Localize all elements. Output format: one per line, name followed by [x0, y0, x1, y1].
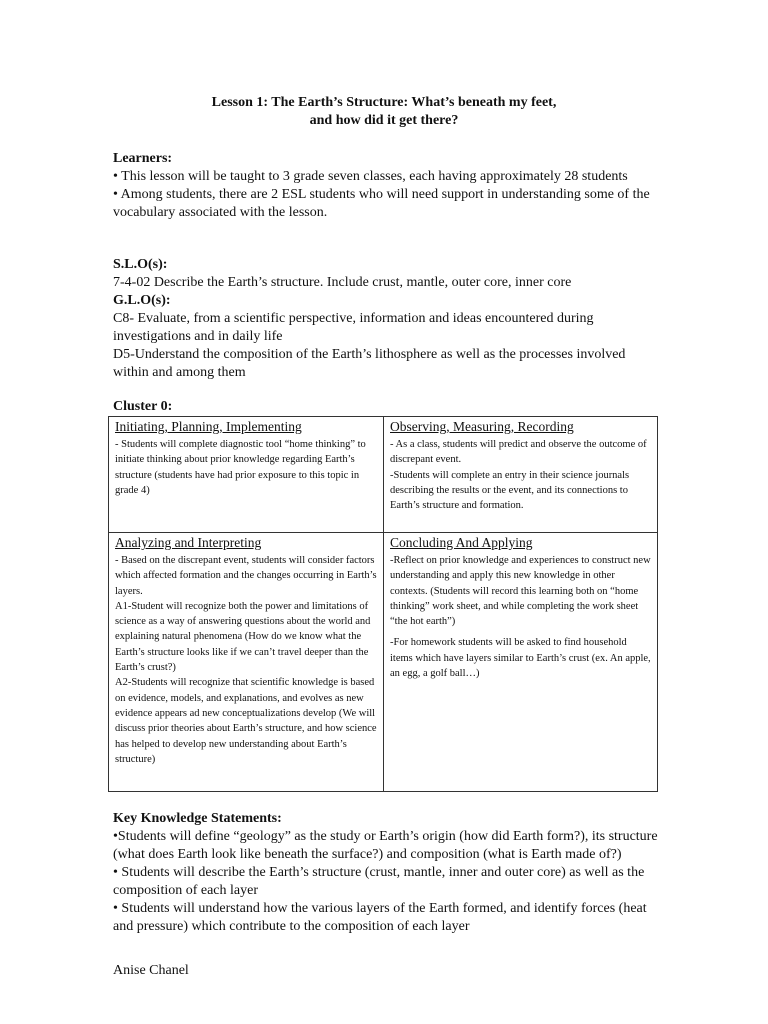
- cell-paragraph: A2-Students will recognize that scientific knowledge is based on evidence, models, and explanations, and evolves as new evidence appears ad new conceptualizations develop (We will discuss prior theories about Earth’s structure, and how science has helped to develop new understanding about Earth’s structure): [115, 677, 377, 765]
- cell-heading: Observing, Measuring, Recording: [390, 419, 574, 434]
- table-cell-analyzing: [109, 533, 383, 767]
- slo-heading: S.L.O(s):: [113, 257, 168, 272]
- glo-item: C8- Evaluate, from a scientific perspective, information and ideas encountered during investigations and in daily life: [113, 311, 594, 344]
- cell-paragraph: - As a class, students will predict and observe the outcome of discrepant event.: [390, 439, 647, 466]
- key-knowledge-item: • Students will understand how the various layers of the Earth formed, and identify forces (heat and pressure) which contribute to the composition of each layer: [113, 901, 647, 934]
- cluster-table: [108, 416, 658, 792]
- cell-heading: Concluding And Applying: [390, 535, 533, 550]
- cell-paragraph: - Based on the discrepant event, students will consider factors which affected formation and the changes occurring in Earth’s layers.: [115, 555, 377, 597]
- key-knowledge-item: • Students will describe the Earth’s structure (crust, mantle, inner and outer core) as well as the composition of each layer: [113, 865, 645, 898]
- cell-heading: Initiating, Planning, Implementing: [115, 419, 302, 434]
- cell-paragraph: -Students will complete an entry in their science journals describing the results or the event, and its connections to Earth’s structure and formation.: [390, 469, 630, 512]
- learners-item: • Among students, there are 2 ESL students who will need support in understanding some of the vocabulary associated with the lesson.: [113, 187, 650, 220]
- cluster-heading: [113, 398, 658, 416]
- table-cell-observing: [384, 417, 657, 513]
- key-knowledge-item: •Students will define “geology” as the study or Earth’s origin (how did Earth form?), its structure (what does Earth look like beneath the surface?) and composition (what is Earth made of?): [113, 829, 658, 862]
- key-knowledge-heading: Key Knowledge Statements:: [113, 811, 282, 826]
- cluster-heading-text: Cluster 0:: [113, 399, 173, 414]
- cell-heading: Analyzing and Interpreting: [115, 535, 262, 550]
- cell-paragraph: - Students will complete diagnostic tool “home thinking” to initiate thinking about prior knowledge regarding Earth’s structure (students have had prior exposure to this topic in grade 4): [115, 439, 366, 496]
- table-cell-concluding: [384, 533, 657, 681]
- slo-text: 7-4-02 Describe the Earth’s structure. Include crust, mantle, outer core, inner core: [113, 275, 572, 290]
- table-cell-initiating: [109, 417, 383, 498]
- learners-heading: Learners:: [113, 151, 173, 166]
- glo-item: D5-Understand the composition of the Earth’s lithosphere as well as the processes involved within and among them: [113, 347, 626, 380]
- cell-paragraph: -For homework students will be asked to find household items which have layers similar to Earth’s crust (ex. An apple, an egg, a golf ball…): [390, 637, 651, 680]
- glo-heading: G.L.O(s):: [113, 293, 171, 308]
- key-knowledge-section: [113, 810, 658, 936]
- cell-paragraph: -Reflect on prior knowledge and experiences to construct new understanding and apply this new knowledge in other contexts. (Students will record this learning both on “home thinking” work sheet, and while completing the work sheet “the hot earth”): [390, 555, 651, 628]
- cell-paragraph: A1-Student will recognize both the power and limitations of science as a way of answering questions about the world and explaining natural phenomena (How do we know what the Earth’s structure looks like if we can’t travel deeper than the Earth’s crust?): [115, 600, 371, 674]
- author-name: Anise Chanel: [113, 963, 189, 978]
- slo-section: [113, 256, 658, 382]
- lesson-title-line-2: and how did it get there?: [309, 113, 459, 128]
- learners-item: • This lesson will be taught to 3 grade seven classes, each having approximately 28 students: [113, 169, 628, 184]
- learners-section: [113, 150, 658, 222]
- lesson-title: [100, 94, 668, 130]
- lesson-title-line-1: Lesson 1: The Earth’s Structure: What’s beneath my feet,: [211, 95, 557, 110]
